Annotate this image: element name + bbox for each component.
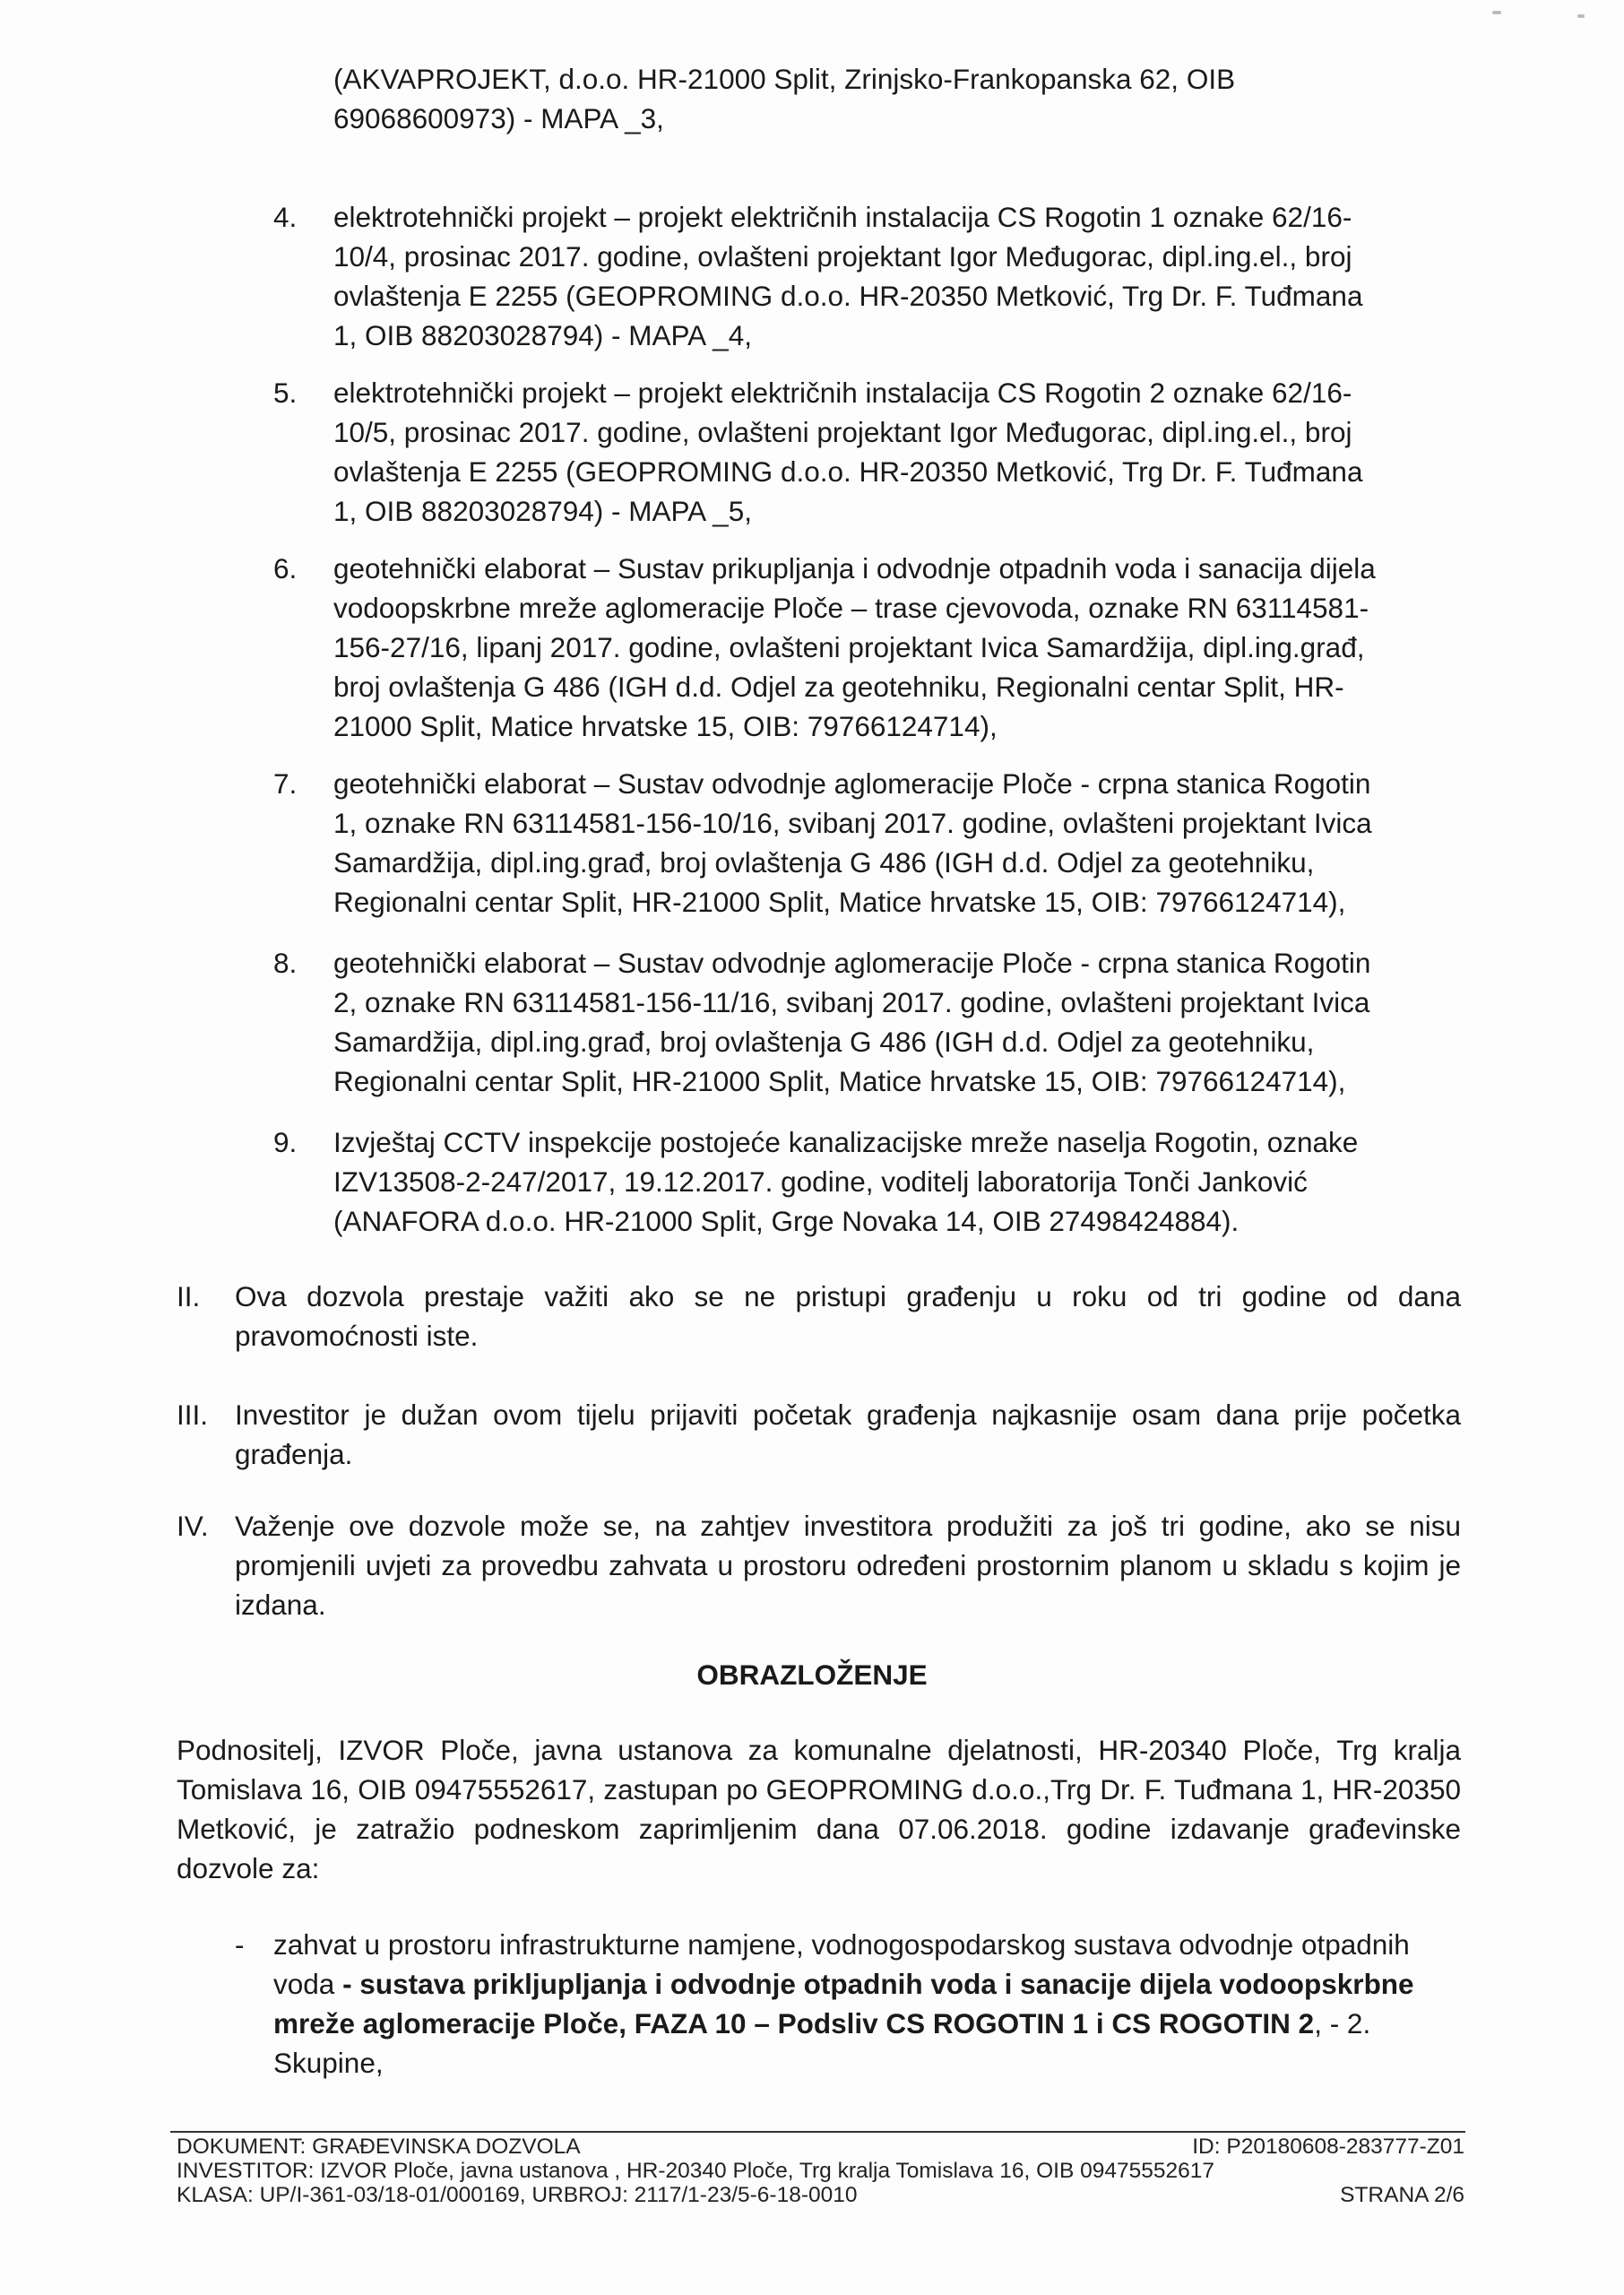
text-line: ovlaštenja E 2255 (GEOPROMING d.o.o. HR-20350 Metković, Trg Dr. F. Tuđmana: [333, 280, 1363, 312]
bullet-text-bold: - sustava prikljupljanja i odvodnje otpadnih voda i sanacije dijela vodoopskrbne mreže aglomeracije Ploče, FAZA 10 – Podsliv CS ROGOTIN 1 i CS ROGOTIN 2: [273, 1968, 1414, 2040]
section-iv: [177, 1506, 1461, 1624]
explanation-paragraph: Podnositelj, IZVOR Ploče, javna ustanova za komunalne djelatnosti, HR-20340 Ploče, Trg kralja Tomislava 16, OIB 09475552617, zastupan po GEOPROMING d.o.o.,Trg Dr. F. Tuđmana 1, HR-20350 Metković, je zatražio podneskom zaprimljenim dana 07.06.2018. godine izdavanje građevinske dozvole za:: [177, 1734, 1461, 1884]
text-line: Samardžija, dipl.ing.građ, broj ovlaštenja G 486 (IGH d.d. Odjel za geotehniku,: [333, 846, 1315, 879]
item-3-continuation: [273, 59, 1465, 138]
text-line: elektrotehnički projekt – projekt električnih instalacija CS Rogotin 2 oznake 62/16-: [333, 377, 1352, 409]
bullet-dash: -: [235, 1928, 245, 1961]
list-number: 7.: [273, 767, 298, 800]
bullet-text: , - 2. Skupine,: [273, 2007, 1371, 2079]
section-iii: [177, 1395, 1461, 1474]
page-footer: [177, 2135, 1464, 2207]
list-number: 5.: [273, 377, 298, 409]
section-numeral: IV.: [177, 1510, 209, 1542]
footer-klasa: KLASA: UP/I-361-03/18-01/000169, URBROJ: 2117/1-23/5-6-18-0010: [177, 2183, 858, 2207]
text-line: IZV13508-2-247/2017, 19.12.2017. godine, voditelj laboratorija Tonči Janković: [333, 1165, 1308, 1198]
text-line: Izvještaj CCTV inspekcije postojeće kanalizacijske mreže naselja Rogotin, oznake: [333, 1126, 1359, 1158]
list-item: [273, 1122, 1465, 1241]
text-line: 2, oznake RN 63114581-156-11/16, svibanj 2017. godine, ovlašteni projektant Ivica: [333, 986, 1370, 1018]
scan-mark: [1492, 11, 1501, 14]
section-text: Ova dozvola prestaje važiti ako se ne pristupi građenju u roku od tri godine od dana pravomoćnosti iste.: [235, 1280, 1461, 1352]
section-text: Važenje ove dozvole može se, na zahtjev investitora produžiti za još tri godine, ako se nisu promjenili uvjeti za provedbu zahvata u prostoru određeni prostornim planom u skladu s kojim je izdana.: [235, 1510, 1461, 1621]
text-line: 69068600973) - MAPA _3,: [333, 102, 664, 134]
text-line: ovlaštenja E 2255 (GEOPROMING d.o.o. HR-20350 Metković, Trg Dr. F. Tuđmana: [333, 455, 1363, 488]
bullet-text: zahvat u prostoru infrastrukturne namjene, vodnogospodarskog sustava odvodnje otpadnih voda: [273, 1928, 1410, 2000]
list-item: [273, 764, 1465, 922]
section-heading: OBRAZLOŽENJE: [696, 1658, 928, 1691]
footer-page-number: STRANA 2/6: [1340, 2183, 1464, 2207]
text-line: elektrotehnički projekt – projekt električnih instalacija CS Rogotin 1 oznake 62/16-: [333, 201, 1352, 233]
section-ii: [177, 1277, 1461, 1355]
list-number: 6.: [273, 552, 298, 585]
text-line: (ANAFORA d.o.o. HR-21000 Split, Grge Novaka 14, OIB 27498424884).: [333, 1205, 1240, 1237]
section-text: Investitor je dužan ovom tijelu prijaviti početak građenja najkasnije osam dana prije početka građenja.: [235, 1399, 1461, 1470]
text-line: vodoopskrbne mreže aglomeracije Ploče – trase cjevovoda, oznake RN 63114581-: [333, 592, 1369, 624]
text-line: 156-27/16, lipanj 2017. godine, ovlašteni projektant Ivica Samardžija, dipl.ing.građ,: [333, 631, 1365, 663]
list-item: [273, 373, 1465, 531]
section-numeral: II.: [177, 1280, 201, 1312]
list-number: 4.: [273, 201, 298, 233]
text-line: (AKVAPROJEKT, d.o.o. HR-21000 Split, Zrinjsko-Frankopanska 62, OIB: [333, 63, 1236, 95]
list-item: [273, 197, 1465, 355]
footer-investor: INVESTITOR: IZVOR Ploče, javna ustanova , HR-20340 Ploče, Trg kralja Tomislava 16, OIB 09475552617: [177, 2159, 1214, 2183]
footer-document-label: DOKUMENT: GRAĐEVINSKA DOZVOLA: [177, 2135, 581, 2159]
text-line: 10/4, prosinac 2017. godine, ovlašteni projektant Igor Međugorac, dipl.ing.el., broj: [333, 240, 1352, 273]
text-line: Regionalni centar Split, HR-21000 Split, Matice hrvatske 15, OIB: 79766124714),: [333, 886, 1346, 918]
text-line: 21000 Split, Matice hrvatske 15, OIB: 79766124714),: [333, 710, 998, 742]
text-line: geotehnički elaborat – Sustav odvodnje aglomeracije Ploče - crpna stanica Rogotin: [333, 947, 1371, 979]
list-number: 9.: [273, 1126, 298, 1158]
text-line: 1, oznake RN 63114581-156-10/16, svibanj 2017. godine, ovlašteni projektant Ivica: [333, 807, 1372, 839]
text-line: Regionalni centar Split, HR-21000 Split, Matice hrvatske 15, OIB: 79766124714),: [333, 1065, 1346, 1097]
list-item: [273, 943, 1465, 1101]
list-item: [273, 549, 1465, 746]
bullet-item: [235, 1925, 1427, 2083]
footer-document-id: ID: P20180608-283777-Z01: [1192, 2135, 1464, 2159]
list-number: 8.: [273, 947, 298, 979]
text-line: 10/5, prosinac 2017. godine, ovlašteni projektant Igor Međugorac, dipl.ing.el., broj: [333, 416, 1352, 448]
text-line: broj ovlaštenja G 486 (IGH d.d. Odjel za geotehniku, Regionalni centar Split, HR-: [333, 671, 1344, 703]
text-line: geotehnički elaborat – Sustav prikupljanja i odvodnje otpadnih voda i sanacija dijela: [333, 552, 1376, 585]
text-line: 1, OIB 88203028794) - MAPA _4,: [333, 319, 752, 351]
section-numeral: III.: [177, 1399, 209, 1431]
scan-mark: [1577, 14, 1585, 18]
text-line: 1, OIB 88203028794) - MAPA _5,: [333, 495, 752, 527]
text-line: Samardžija, dipl.ing.građ, broj ovlaštenja G 486 (IGH d.d. Odjel za geotehniku,: [333, 1026, 1315, 1058]
text-line: geotehnički elaborat – Sustav odvodnje aglomeracije Ploče - crpna stanica Rogotin: [333, 767, 1371, 800]
footer-divider: [170, 2131, 1465, 2133]
